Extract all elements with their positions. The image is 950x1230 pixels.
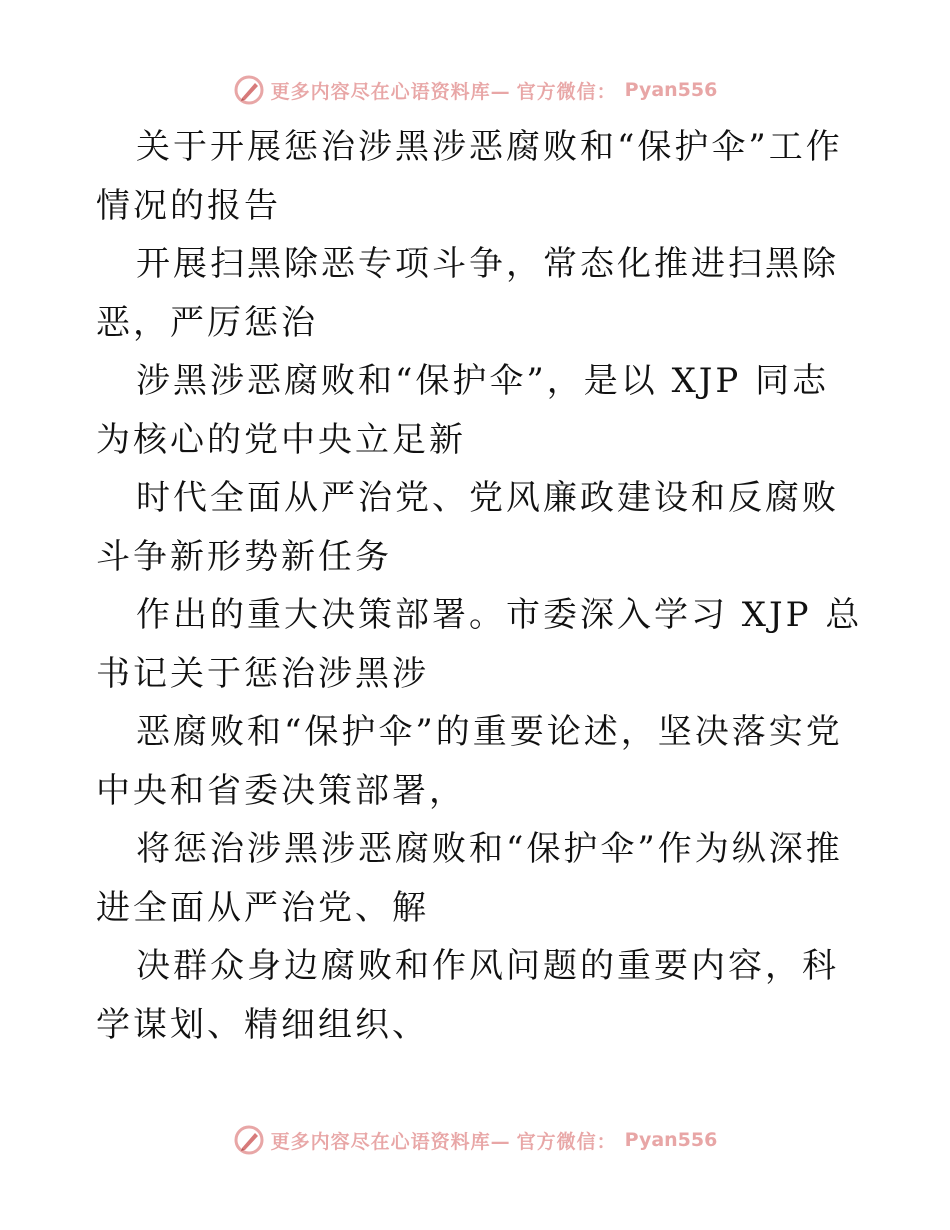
- paragraph-8: [96, 937, 866, 1054]
- paragraph-2: [96, 235, 866, 352]
- paragraph-6-first-line: 恶腐败和“保护伞”的重要论述，坚决落实党中: [96, 712, 843, 811]
- paragraph-5-continuation: 记关于惩治涉黑涉: [133, 653, 429, 694]
- watermark-brand-text: 更多内容尽在心语资料库—: [270, 1130, 511, 1153]
- paragraph-1: [96, 118, 866, 235]
- watermark-wechat-id: Pyan556: [624, 1129, 718, 1151]
- paragraph-2-continuation: 严厉惩治: [170, 302, 318, 343]
- watermark-wechat-label: 官方微信：: [516, 1130, 617, 1153]
- watermark-wechat-id: Pyan556: [624, 79, 718, 101]
- watermark-brand-text: 更多内容尽在心语资料库—: [270, 80, 511, 103]
- paragraph-2-first-line: 开展扫黑除恶专项斗争，常态化推进扫黑除恶，: [96, 244, 839, 343]
- paragraph-3-continuation: 核心的党中央立足新: [133, 419, 466, 460]
- paragraph-8-continuation: 划、精细组织、: [170, 1004, 429, 1045]
- pen-logo-icon: [233, 1124, 265, 1156]
- paragraph-4-continuation: 新形势新任务: [170, 536, 392, 577]
- paragraph-1-continuation: 况的报告: [133, 185, 281, 226]
- paragraph-5-first-line: 作出的重大决策部署。市委深入学习 XJP 总书: [96, 595, 863, 694]
- paragraph-3: [96, 352, 866, 469]
- header-watermark: [0, 70, 950, 110]
- pen-logo-icon: [233, 74, 265, 106]
- paragraph-8-first-line: 决群众身边腐败和作风问题的重要内容，科学谋: [96, 946, 839, 1045]
- paragraph-4-first-line: 时代全面从严治党、党风廉政建设和反腐败斗争: [96, 478, 839, 577]
- paragraph-1-first-line: 关于开展惩治涉黑涉恶腐败和“保护伞”工作情: [96, 127, 843, 226]
- paragraph-7: [96, 820, 866, 937]
- paragraph-7-first-line: 将惩治涉黑涉恶腐败和“保护伞”作为纵深推进: [96, 829, 843, 928]
- document-body: [96, 118, 866, 1054]
- paragraph-6: [96, 703, 866, 820]
- footer-watermark: [0, 1120, 950, 1160]
- paragraph-3-first-line: 涉黑涉恶腐败和“保护伞”，是以 XJP 同志为: [96, 361, 830, 460]
- paragraph-7-continuation: 全面从严治党、解: [133, 887, 429, 928]
- watermark-wechat-label: 官方微信：: [516, 80, 617, 103]
- paragraph-6-continuation: 央和省委决策部署，: [133, 770, 466, 811]
- paragraph-5: [96, 586, 866, 703]
- paragraph-4: [96, 469, 866, 586]
